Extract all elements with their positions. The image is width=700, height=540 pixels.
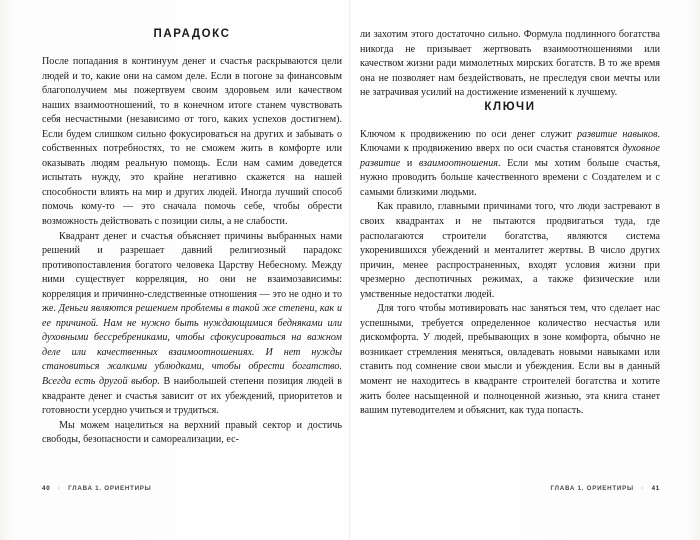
paragraph: [360, 28, 660, 101]
page-number-right: 41: [651, 485, 660, 492]
body-text: Квадрант денег и счастья объясняет причины выбранных нами решений и разрешает давний религиозный парадокс противопоставления богатого человека Царству Небесному. Между ними существует корреляция, но они не взаимозависимы: корреляция и причинно-следственные отношения — это не одно и то же.: [42, 230, 342, 315]
body-text: Как правило, главными причинами того, что люди застревают в своих квадрантах и не пытаются продвигаться туда, где располагаются строители богатства, являются система укоренившихся убеждений и менталитет жертвы. В число других причин, менее распространенных, входят условия жизни при чрезмерно деспотичных режимах, а также физические или умственные недостатки людей.: [360, 201, 660, 300]
paragraph: [360, 200, 660, 302]
right-column-text: [360, 28, 660, 419]
paragraph: [42, 230, 342, 419]
right-paragraphs-before-heading: [360, 28, 660, 101]
left-column-text: [42, 55, 342, 448]
body-text: После попадания в континуум денег и счастья раскрываются цели людей и то, какие они на самом деле. Если в погоне за финансовым благополучием мы пожертвуем своим здоровьем или качеством наших взаимоотношений, то в конечном итоге станем чувствовать себя несчастными (независимо от того, каких успехов достигнем). Если будем слишком сильно фокусироваться на других и забывать о собственных потребностях, то не сможем жить в комфорте или оказывать людям реальную помощь. Если нам самим доведется испытать нужду, это крайне негативно скажется на нашей способности влиять на мир и других людей. Иногда лучший способ помочь кому-то — это сначала помочь себе, чтобы обрести возможность действовать с позиции силы, а не слабости.: [42, 56, 342, 228]
right-paragraphs: [360, 128, 660, 419]
footer-separator-left: ·: [57, 485, 61, 492]
paragraph: [42, 419, 342, 448]
section-heading-keys: КЛЮЧИ: [484, 100, 536, 113]
body-text: Мы можем нацелиться на верхний правый сектор и достичь свободы, безопасности и самореализации, ес-: [42, 419, 342, 446]
body-text: и: [400, 157, 419, 169]
body-text: Для того чтобы мотивировать нас заняться тем, что сделает нас успешными, требуется определенное количество несчастья или дискомфорта. У людей, пребывающих в зоне комфорта, обычно не возникает стремления меняться, овладевать новыми навыками или ставить под сомнение свои мысли и убеждения. Если вы в данный момент не находитесь в квадранте строителей богатства и хотите жить более насыщенной и полноценной жизнью, эта книга станет вашим путеводителем и объяснит, как туда попасть.: [360, 303, 660, 417]
body-text: ли захотим этого достаточно сильно. Формула подлинного богатства никогда не призывает жертвовать взаимоотношениями или качеством жизни ради мимолетных мирских богатств. В то же время она не позволяет нам бездействовать, не преследуя свои мечты или не затрачивая усилий на достижение изменений к лучшему.: [360, 29, 660, 99]
chapter-label-right: ГЛАВА 1. ОРИЕНТИРЫ: [550, 485, 634, 492]
page-number-left: 40: [42, 485, 51, 492]
footer-separator-right: ·: [641, 485, 645, 492]
body-text: Ключом к продвижению по оси денег служит: [360, 128, 577, 140]
emphasis-text: взаимоотношения: [418, 157, 498, 169]
footer-left: [42, 485, 151, 492]
emphasis-text: развитие навыков: [576, 128, 658, 140]
emphasis-text: духовное развитие: [360, 143, 660, 169]
chapter-label-left: ГЛАВА 1. ОРИЕНТИРЫ: [68, 485, 152, 492]
paragraph: [42, 55, 342, 230]
section-heading-paradox: ПАРАДОКС: [153, 28, 231, 40]
paragraph: [360, 302, 660, 418]
paragraph: [360, 128, 660, 201]
body-text: . Если мы хотим больше счастья, нужно проводить больше качественного времени с Создателем и с самыми близкими людьми.: [360, 157, 661, 198]
page-right: [350, 0, 700, 540]
left-paragraphs: [42, 55, 342, 448]
body-text: . Ключами к продвижению вверх по оси счастья становятся: [360, 128, 660, 155]
emphasis-text: Деньги являются решением проблемы в такой же степени, как и ее причиной. Нам не нужно быть нуждающимися бедняками или духовными бессребрениками, чтобы сфокусироваться на важном деле или качественных взаимоотношениях. И нет нужды становиться жалкими ублюдками, чтобы обрести богатство. Всегда есть другой выбор.: [42, 303, 342, 388]
footer-right: [551, 485, 660, 492]
body-text: В наибольшей степени позиция людей в квадранте денег и счастья зависит от их убеждений, приоритетов и готовности усердно учиться и трудиться.: [42, 376, 342, 417]
